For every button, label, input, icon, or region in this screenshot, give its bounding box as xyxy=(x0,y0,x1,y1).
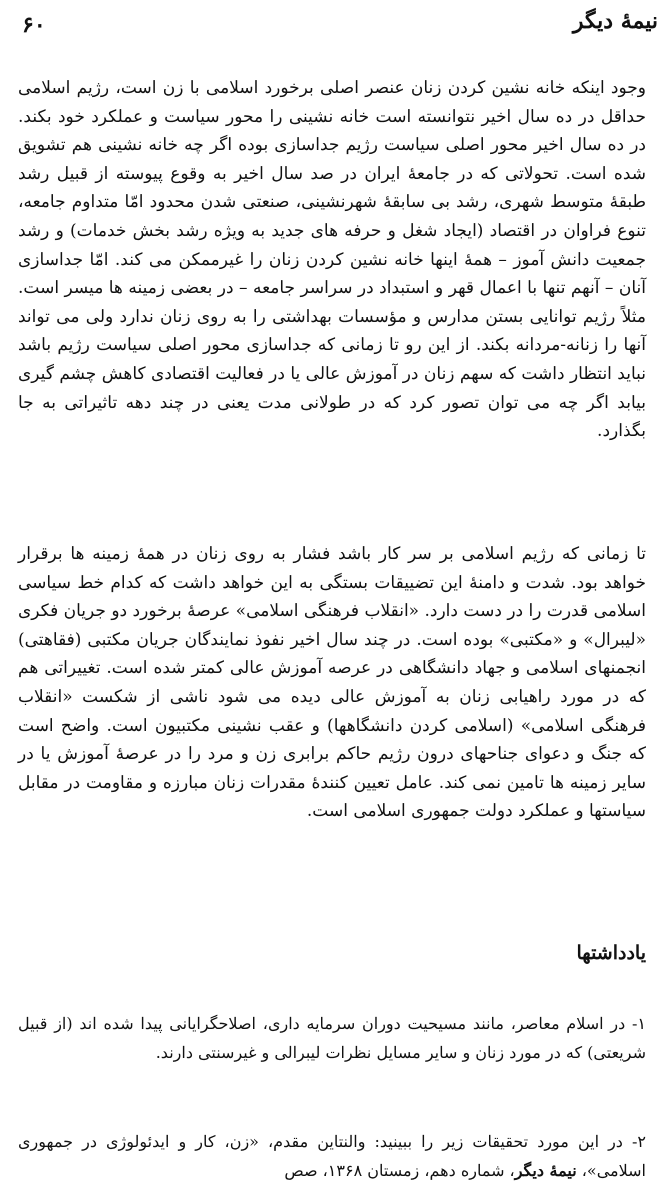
footnote-text: در این مورد تحقیقات زیر را ببینید: والنتاین مقدم، «زن، کار و ایدئولوژی در جمهوری اسلامی»، xyxy=(18,1132,646,1180)
footnote-number: ۲- xyxy=(632,1132,646,1151)
journal-title: نیمهٔ دیگر xyxy=(514,1160,577,1180)
notes-heading: یادداشتها xyxy=(576,942,646,964)
footnote-text-tail: ، شماره دهم، زمستان ۱۳۶۸، صص xyxy=(284,1160,515,1180)
body-paragraph: وجود اینکه خانه نشین کردن زنان عنصر اصلی برخورد اسلامی با زن است، رژیم اسلامی حداقل در ده سال اخیر نتوانسته است خانه نشینی را محور سیاست و عملکرد خود بکند. در ده سال اخیر محور اصلی سیاست رژیم جداسازی بوده اگر چه خانه نشینی هم تشویق شده است. تحولاتی که در جامعهٔ ایران در صد سال اخیر به وقوع پیوسته از قبیل رشد طبقهٔ متوسط شهری، رشد بی سابقهٔ شهرنشینی، صنعتی شدن محدود امّا متداوم جامعه، تنوع فراوان در اقتصاد (ایجاد شغل و حرفه های جدید به ویژه رشد بخش خدمات) و رشد جمعیت دانش آموز – همهٔ اینها خانه نشین کردن زنان را غیرممکن می کند. امّا جداسازی آنان – آنهم تنها با اعمال قهر و استبداد در سراسر جامعه – در بعضی زمینه ها میسر است. مثلاً رژیم توانایی بستن مدارس و مؤسسات بهداشتی را به روی زنان ندارد ولی می تواند آنها را زنانه-مردانه بکند. از این رو تا زمانی که جداسازی محور اصلی سیاست رژیم باشد نباید انتظار داشت که سهم زنان در آموزش عالی یا در فعالیت اقتصادی کاهش چشم گیری بیابد اگر چه می توان تصور کرد که در طولانی مدت یعنی در چند دهه تاثیراتی به جا بگذارد. xyxy=(18,78,646,442)
body-paragraph: تا زمانی که رژیم اسلامی بر سر کار باشد فشار به روی زنان در همهٔ زمینه ها برقرار خواهد بود. شدت و دامنهٔ این تضییقات بستگی به این خواهد داشت که کدام خط سیاسی اسلامی قدرت را در دست دارد. «انقلاب فرهنگی اسلامی» عرصهٔ برخورد دو جریان فکری «لیبرال» و «مکتبی» بوده است. در چند سال اخیر نفوذ نمایندگان جریان مکتبی (فقاهتی) انجمنهای اسلامی و جهاد دانشگاهی در عرصه آموزش عالی کمتر شده است. تغییراتی هم که در مورد راهیابی زنان به آموزش عالی دیده می شود ناشی از شکست «انقلاب فرهنگی اسلامی» (اسلامی کردن دانشگاهها) و عقب نشینی مکتبیون است. واضح است که جنگ و دعوای جناحهای درون رژیم حاکم برابری زن و مرد را در عرصهٔ آموزش یا در سایر زمینه ها تامین نمی کند. عامل تعیین کنندهٔ مقدرات زنان مبارزه و مقاومت در مقابل سیاستها و عملکرد دولت جمهوری اسلامی است. xyxy=(18,544,646,822)
footnote-number: ۱- xyxy=(632,1014,646,1033)
page-number: ۶۰ xyxy=(22,12,46,38)
footnote xyxy=(18,1128,646,1185)
footnote xyxy=(18,1010,646,1067)
footnote-text: در اسلام معاصر، مانند مسیحیت دوران سرمایه داری، اصلاحگرایانی پیدا شده اند (از قبیل شریعتی) که در مورد زنان و سایر مسایل نظرات لیبرالی و غیرسنتی دارند. xyxy=(18,1014,646,1062)
running-title: نیمهٔ دیگر xyxy=(572,8,658,34)
